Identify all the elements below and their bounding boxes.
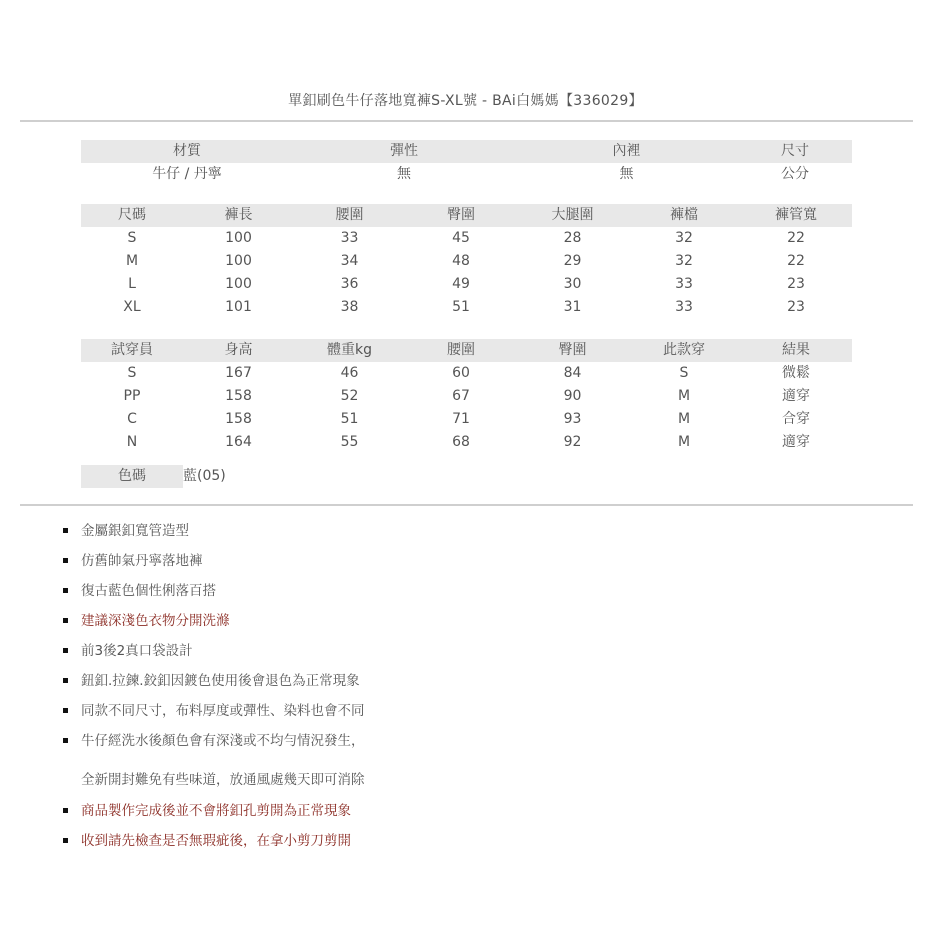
table-cell: 29 (563, 253, 582, 269)
model-header-cell: 身高 (183, 339, 294, 362)
table-cell: 158 (225, 388, 252, 404)
table-cell: 48 (452, 253, 470, 269)
list-item (60, 798, 365, 828)
value-elasticity: 無 (397, 166, 411, 182)
size-header-cell: 大腿圍 (517, 204, 628, 227)
table-cell: 22 (787, 253, 805, 269)
table-cell: L (128, 276, 136, 292)
table-row (81, 273, 852, 296)
list-item-text: 建議深淺色衣物分開洗滌 (81, 613, 230, 629)
feature-list (60, 518, 365, 858)
table-cell: S (679, 365, 689, 381)
table-cell: N (126, 434, 138, 450)
table-cell: 90 (563, 388, 582, 404)
table-cell: M (677, 434, 691, 450)
list-item (60, 548, 365, 578)
table-cell: 101 (225, 299, 252, 315)
table-cell: 32 (675, 230, 693, 246)
table-cell: 49 (452, 276, 470, 292)
table-cell: 60 (452, 365, 470, 381)
table-cell: 51 (452, 299, 470, 315)
model-header-cell: 臀圍 (517, 339, 628, 362)
color-code-row (81, 465, 226, 488)
square-bullet-icon (63, 648, 68, 653)
square-bullet-icon (63, 838, 68, 843)
table-row (81, 408, 852, 431)
list-item-text: 仿舊帥氣丹寧落地褲 (81, 553, 203, 569)
material-table (81, 140, 852, 186)
table-cell: M (677, 388, 691, 404)
square-bullet-icon (63, 588, 68, 593)
table-cell: 23 (787, 299, 805, 315)
table-cell: 45 (452, 230, 470, 246)
value-lining: 無 (619, 166, 634, 182)
size-header-cell: 褲管寬 (740, 204, 852, 227)
table-row (81, 362, 852, 385)
table-cell: 68 (452, 434, 470, 450)
table-cell: M (677, 411, 691, 427)
table-cell: 55 (340, 434, 359, 450)
square-bullet-icon (63, 808, 68, 813)
table-row (81, 296, 852, 319)
list-item-text: 收到請先檢查是否無瑕疵後，在拿小剪刀剪開 (81, 833, 351, 849)
model-header-row (81, 339, 852, 362)
table-cell: 36 (340, 276, 359, 292)
list-item-text: 前3後2真口袋設計 (81, 643, 193, 659)
size-header-cell: 臀圍 (405, 204, 517, 227)
square-bullet-icon (63, 708, 68, 713)
table-cell: 適穿 (782, 388, 810, 404)
table-cell: PP (123, 388, 141, 404)
table-row (81, 227, 852, 250)
table-cell: 67 (452, 388, 470, 404)
list-item-text: 復古藍色個性俐落百搭 (81, 583, 216, 599)
table-cell: 31 (563, 299, 582, 315)
header-unit: 尺寸 (738, 140, 852, 163)
square-bullet-icon (63, 738, 68, 743)
list-item-text: 商品製作完成後並不會將釦孔剪開為正常現象 (81, 803, 351, 819)
table-cell: 92 (563, 434, 582, 450)
square-bullet-icon (63, 528, 68, 533)
table-row (81, 250, 852, 273)
list-item (60, 828, 365, 858)
model-header-cell: 試穿員 (81, 339, 183, 362)
list-item-text: 同款不同尺寸，布料厚度或彈性、染料也會不同 (81, 703, 365, 719)
size-header-cell: 褲長 (183, 204, 294, 227)
header-lining: 內裡 (515, 140, 738, 163)
list-item-text: 牛仔經洗水後顏色會有深淺或不均勻情況發生， (81, 733, 365, 749)
table-cell: 100 (225, 230, 252, 246)
table-cell: 23 (787, 276, 805, 292)
top-divider (20, 120, 913, 122)
color-code-label: 色碼 (81, 465, 183, 488)
list-item-text: 鈕釦.拉鍊.鉸釦因鍍色使用後會退色為正常現象 (81, 673, 360, 689)
table-cell: 34 (340, 253, 359, 269)
table-cell: S (127, 230, 137, 246)
table-cell: 33 (340, 230, 359, 246)
square-bullet-icon (63, 618, 68, 623)
list-item (60, 698, 365, 728)
bottom-divider (20, 504, 913, 506)
table-cell: 71 (452, 411, 470, 427)
table-cell: 164 (225, 434, 252, 450)
size-header-cell: 褲檔 (628, 204, 740, 227)
product-title: 單釦刷色牛仔落地寬褲S-XL號 - BAi白媽媽【336029】 (288, 93, 643, 109)
model-table (81, 339, 852, 454)
color-code-value: 藍(05) (183, 468, 226, 484)
table-cell: 30 (563, 276, 582, 292)
material-value-row (81, 163, 852, 186)
model-header-cell: 腰圍 (405, 339, 517, 362)
table-cell: 33 (675, 299, 693, 315)
table-cell: 167 (225, 365, 252, 381)
square-bullet-icon (63, 558, 68, 563)
table-cell: 合穿 (782, 411, 810, 427)
list-item (60, 608, 365, 638)
list-item (60, 638, 365, 668)
size-table (81, 204, 852, 319)
table-cell: M (125, 253, 139, 269)
table-cell: 32 (675, 253, 693, 269)
table-cell: 158 (225, 411, 252, 427)
list-item (60, 668, 365, 698)
table-cell: C (127, 411, 137, 427)
header-material: 材質 (81, 140, 293, 163)
table-cell: 93 (563, 411, 582, 427)
table-cell: 84 (563, 365, 582, 381)
list-item (60, 578, 365, 608)
table-row (81, 385, 852, 408)
model-header-cell: 體重kg (294, 339, 405, 362)
table-cell: S (127, 365, 137, 381)
table-cell: 100 (225, 253, 252, 269)
table-cell: 微鬆 (782, 365, 810, 381)
material-header-row (81, 140, 852, 163)
table-cell: 51 (340, 411, 359, 427)
list-item (60, 728, 365, 758)
table-cell: 38 (340, 299, 359, 315)
size-header-cell: 尺碼 (81, 204, 183, 227)
table-row (81, 431, 852, 454)
header-elasticity: 彈性 (293, 140, 515, 163)
table-cell: 28 (563, 230, 582, 246)
size-header-cell: 腰圍 (294, 204, 405, 227)
value-material: 牛仔 / 丹寧 (152, 166, 222, 182)
table-cell: XL (123, 299, 141, 315)
size-header-row (81, 204, 852, 227)
value-unit: 公分 (781, 166, 809, 182)
table-cell: 100 (225, 276, 252, 292)
table-cell: 適穿 (782, 434, 810, 450)
square-bullet-icon (63, 678, 68, 683)
model-header-cell: 此款穿 (628, 339, 740, 362)
table-cell: 46 (340, 365, 359, 381)
list-item (60, 518, 365, 548)
table-cell: 52 (340, 388, 359, 404)
list-item-continuation (60, 758, 365, 798)
table-cell: 33 (675, 276, 693, 292)
list-item-text: 全新開封難免有些味道，放通風處幾天即可消除 (81, 772, 365, 788)
model-header-cell: 結果 (740, 339, 852, 362)
table-cell: 22 (787, 230, 805, 246)
list-item-text: 金屬銀釦寬管造型 (81, 523, 189, 539)
